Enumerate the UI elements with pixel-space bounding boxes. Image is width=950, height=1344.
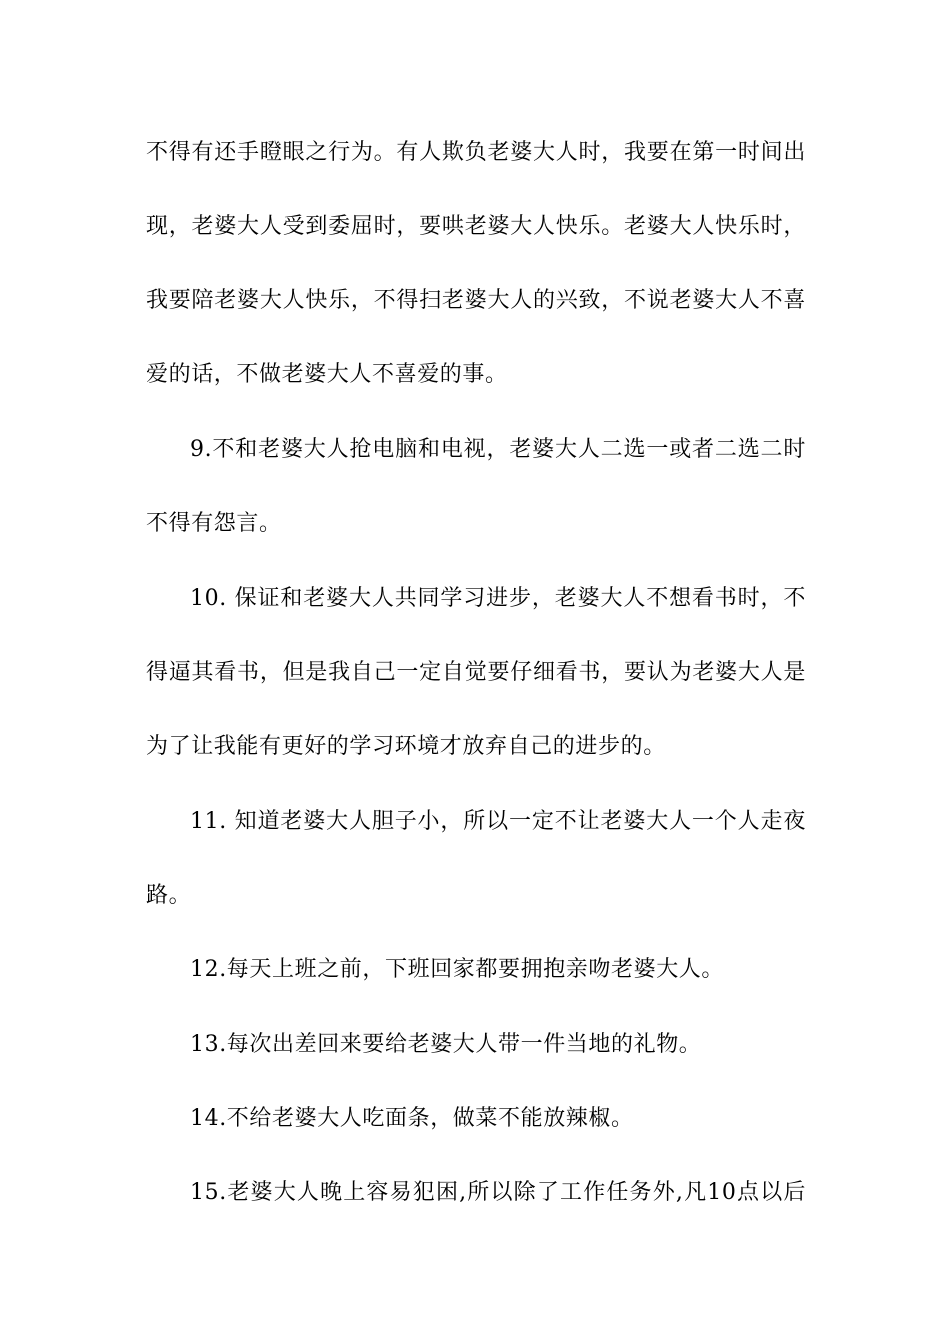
text-line: 路。 — [146, 883, 192, 908]
list-item-10: 10. 保证和老婆大人共同学习进步，老婆大人不想看书时，不 — [190, 586, 806, 611]
text-line: 爱的话，不做老婆大人不喜爱的事。 — [146, 362, 508, 387]
list-item-13: 13.每次出差回来要给老婆大人带一件当地的礼物。 — [190, 1032, 702, 1057]
list-item-11: 11. 知道老婆大人胆子小，所以一定不让老婆大人一个人走夜 — [190, 809, 806, 834]
text-line: 不得有怨言。 — [146, 511, 282, 536]
text-line: 得逼其看书，但是我自己一定自觉要仔细看书，要认为老婆大人是 — [146, 660, 806, 685]
list-item-14: 14.不给老婆大人吃面条，做菜不能放辣椒。 — [190, 1106, 634, 1131]
list-item-9: 9.不和老婆大人抢电脑和电视，老婆大人二选一或者二选二时 — [190, 437, 806, 462]
text-line: 我要陪老婆大人快乐，不得扫老婆大人的兴致，不说老婆大人不喜 — [146, 288, 806, 313]
text-line: 不得有还手瞪眼之行为。有人欺负老婆大人时，我要在第一时间出 — [146, 140, 806, 165]
list-item-15: 15.老婆大人晚上容易犯困,所以除了工作任务外,凡10点以后 — [190, 1180, 806, 1205]
text-line: 现，老婆大人受到委屈时，要哄老婆大人快乐。老婆大人快乐时， — [146, 214, 806, 239]
list-item-12: 12.每天上班之前，下班回家都要拥抱亲吻老婆大人。 — [190, 957, 724, 982]
text-line: 为了让我能有更好的学习环境才放弃自己的进步的。 — [146, 734, 666, 759]
